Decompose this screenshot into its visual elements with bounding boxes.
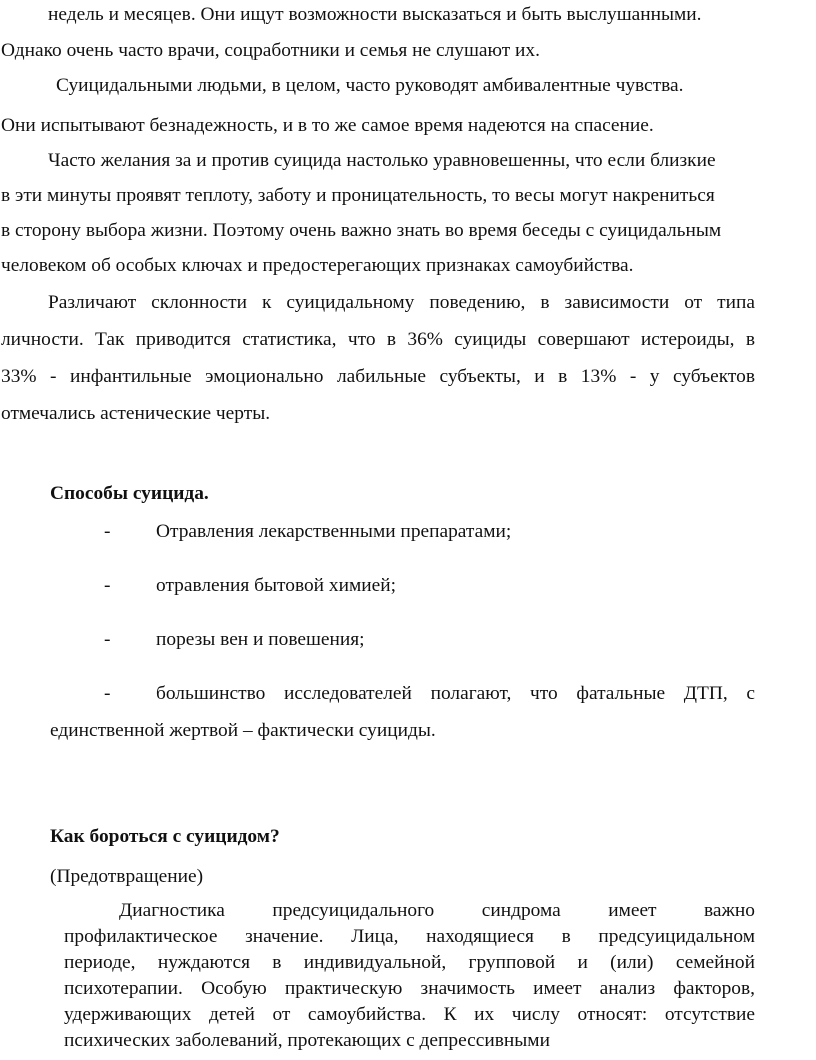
para5-line-4: психотерапии. Особую практическую значимость имеет анализ факторов,: [64, 978, 755, 999]
list-dash: -: [104, 575, 111, 596]
fight-subheading: (Предотвращение): [50, 866, 204, 887]
para3-line-1: Часто желания за и против суицида настолько уравновешенны, что если близкие: [48, 150, 716, 171]
para5-line-6: психических заболеваний, протекающих с депрессивными: [64, 1030, 550, 1051]
para4-line-1: Различают склонности к суицидальному поведению, в зависимости от типа: [48, 292, 755, 313]
para3-line-4: человеком об особых ключах и предостерегающих признаках самоубийства.: [1, 255, 634, 276]
list-item: большинство исследователей полагают, что фатальные ДТП, с: [156, 683, 755, 704]
para1-line-1: недель и месяцев. Они ищут возможности высказаться и быть выслушанными.: [48, 4, 702, 25]
para4-line-3: 33% - инфантильные эмоционально лабильные субъекты, и в 13% - у субъектов: [1, 366, 755, 387]
para1-line-2: Однако очень часто врачи, соцработники и семья не слушают их.: [1, 40, 540, 61]
list-item: Отравления лекарственными препаратами;: [156, 521, 512, 542]
list-item: отравления бытовой химией;: [156, 575, 396, 596]
para5-line-2: профилактическое значение. Лица, находящиеся в предсуицидальном: [64, 926, 755, 947]
para5-line-3: периоде, нуждаются в индивидуальной, групповой и (или) семейной: [64, 952, 755, 973]
para4-line-2: личности. Так приводится статистика, что в 36% суициды совершают истероиды, в: [1, 329, 755, 350]
para3-line-3: в сторону выбора жизни. Поэтому очень важно знать во время беседы с суицидальным: [1, 220, 722, 241]
fight-heading: Как бороться с суицидом?: [50, 826, 280, 847]
para3-line-2: в эти минуты проявят теплоту, заботу и проницательность, то весы могут накрениться: [1, 185, 715, 206]
list-item: порезы вен и повешения;: [156, 629, 365, 650]
para4-line-4: отмечались астенические черты.: [1, 403, 271, 424]
para2-line-1: Суицидальными людьми, в целом, часто руководят амбивалентные чувства.: [56, 75, 684, 96]
para2-line-2: Они испытывают безнадежность, и в то же самое время надеются на спасение.: [1, 115, 654, 136]
methods-heading: Способы суицида.: [50, 483, 209, 504]
para5-line-5: удерживающих детей от самоубийства. К их числу относят: отсутствие: [64, 1004, 755, 1025]
list-dash: -: [104, 683, 111, 704]
list-dash: -: [104, 521, 111, 542]
list-dash: -: [104, 629, 111, 650]
para5-line-1: Диагностика предсуицидального синдрома имеет важно: [119, 900, 755, 921]
list-item-continuation: единственной жертвой – фактически суициды.: [50, 720, 436, 741]
